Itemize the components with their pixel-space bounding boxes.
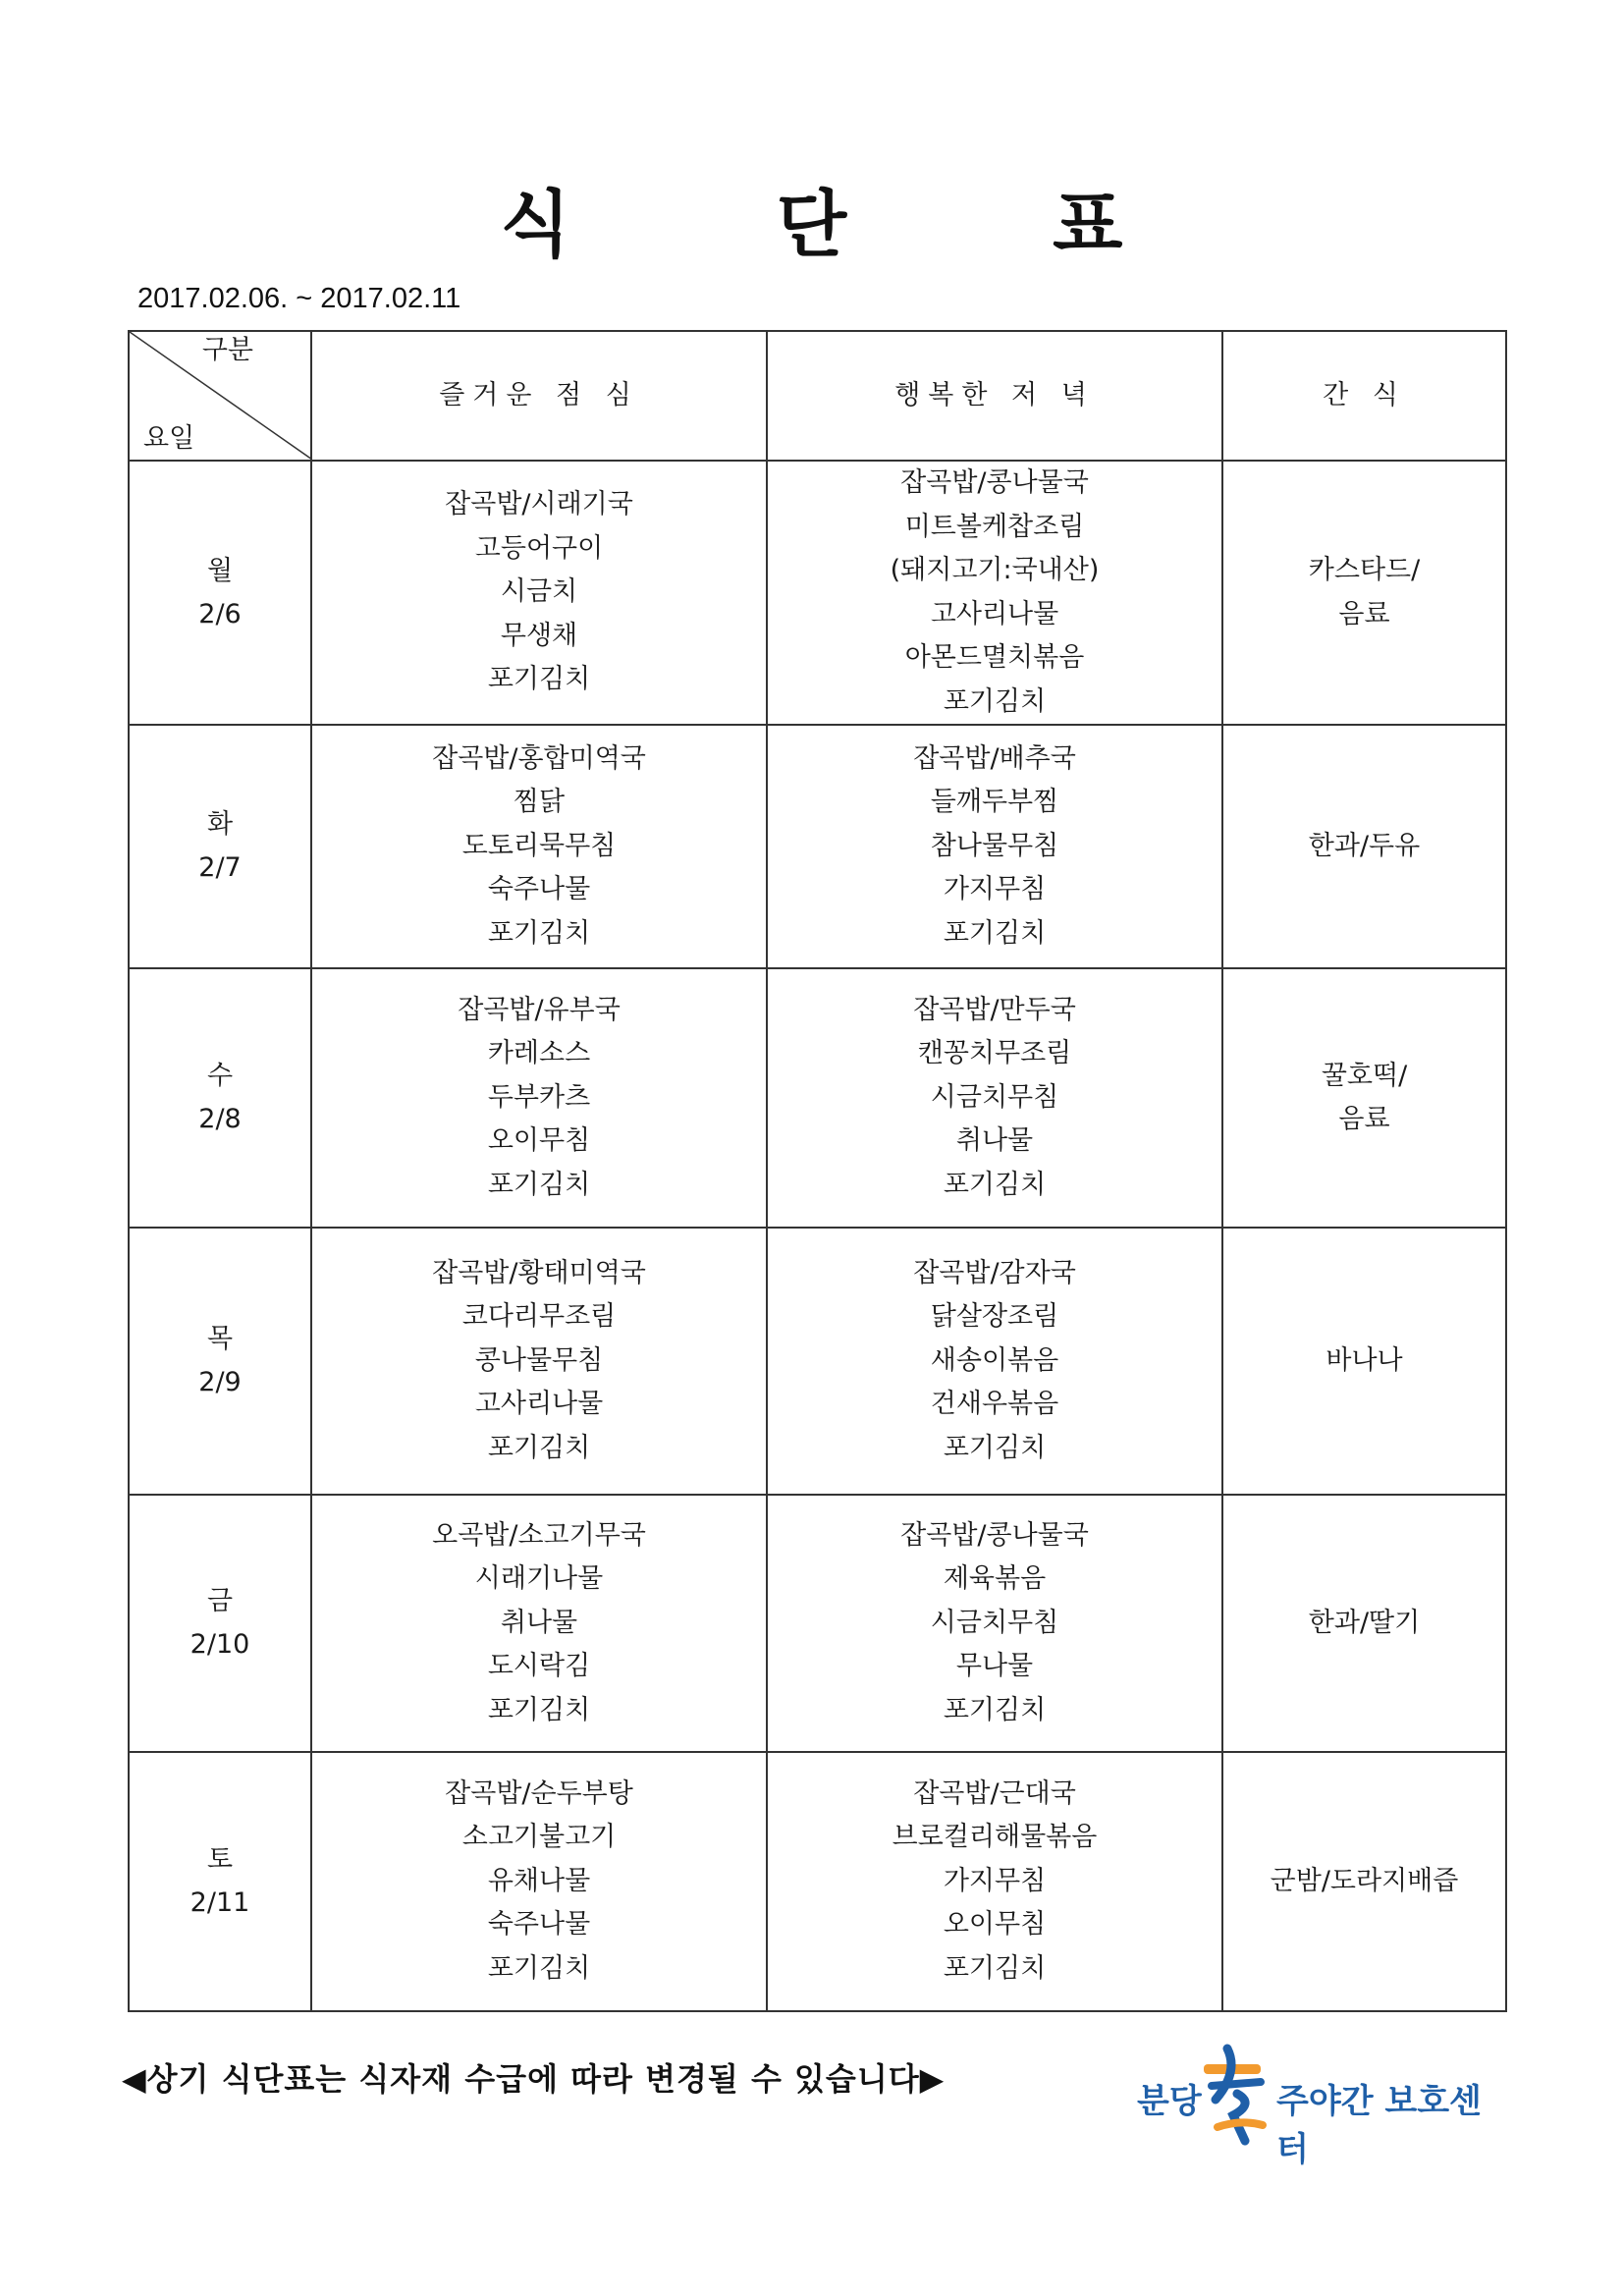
lunch-item: 고사리나물 <box>474 1389 604 1420</box>
dinner-item: 오이무침 <box>943 1909 1047 1941</box>
snack-item: 한과/두유 <box>1308 830 1421 861</box>
lunch-item: 무생채 <box>500 620 578 651</box>
dinner-item: 시금치무침 <box>930 1607 1059 1638</box>
dinner-cell <box>767 1752 1222 2011</box>
day-cell <box>129 1752 311 2011</box>
day-name: 목 <box>206 1324 234 1354</box>
snack-item: 꿀호떡/ <box>1321 1060 1408 1091</box>
lunch-item: 포기김치 <box>487 1694 591 1725</box>
day-date: 2/9 <box>198 1367 242 1397</box>
page-title: 식 단 표 <box>500 183 1214 267</box>
dinner-cell <box>767 1228 1222 1495</box>
snack-item: 음료 <box>1338 1104 1390 1134</box>
dinner-item: 들깨두부찜 <box>930 787 1059 818</box>
logo-left-text: 분당 <box>1137 2082 1202 2121</box>
dinner-item: 포기김치 <box>943 917 1047 949</box>
dinner-cell <box>767 968 1222 1228</box>
date-range: 2017.02.06. ~ 2017.02.11 <box>137 283 461 314</box>
day-date: 2/8 <box>198 1104 242 1134</box>
snack-cell <box>1222 968 1506 1228</box>
table-row <box>129 1495 1506 1752</box>
dinner-item: 잡곡밥/근대국 <box>913 1777 1076 1809</box>
logo-right-text: 주야간 보호센터 <box>1276 2082 1482 2169</box>
dinner-item: (돼지고기:국내산) <box>890 555 1100 585</box>
lunch-item: 포기김치 <box>487 917 591 949</box>
day-name: 수 <box>206 1061 234 1091</box>
table-row <box>129 461 1506 725</box>
lunch-item: 콩나물무침 <box>474 1344 604 1376</box>
lunch-item: 고등어구이 <box>474 532 604 564</box>
lunch-item: 숙주나물 <box>487 874 591 905</box>
snack-item: 카스타드/ <box>1308 555 1421 585</box>
dinner-item: 고사리나물 <box>930 598 1059 629</box>
lunch-item: 잡곡밥/유부국 <box>458 994 621 1025</box>
dinner-item: 건새우볶음 <box>930 1389 1059 1420</box>
lunch-item: 잡곡밥/홍합미역국 <box>432 742 646 774</box>
lunch-header: 즐거운 점 심 <box>311 331 767 461</box>
lunch-item: 소고기불고기 <box>461 1822 617 1853</box>
dinner-item: 가지무침 <box>943 874 1047 905</box>
lunch-item: 취나물 <box>500 1607 578 1638</box>
dinner-item: 시금치무침 <box>930 1081 1059 1113</box>
day-name: 금 <box>206 1586 234 1616</box>
lunch-item: 코다리무조림 <box>461 1301 617 1333</box>
hyo-emblem-icon <box>1198 2043 1276 2151</box>
center-logo <box>1129 2043 1512 2169</box>
dinner-item: 잡곡밥/감자국 <box>913 1257 1076 1288</box>
lunch-item: 오이무침 <box>487 1125 591 1157</box>
day-cell <box>129 968 311 1228</box>
lunch-item: 시래기나물 <box>474 1563 604 1595</box>
lunch-item: 유채나물 <box>487 1865 591 1896</box>
lunch-cell <box>311 1752 767 2011</box>
snack-cell <box>1222 1752 1506 2011</box>
lunch-item: 도시락김 <box>487 1651 591 1682</box>
dinner-item: 제육볶음 <box>943 1563 1047 1595</box>
dinner-item: 포기김치 <box>943 1432 1047 1463</box>
notice-text: ◀상기 식단표는 식자재 수급에 따라 변경될 수 있습니다▶ <box>122 2060 946 2098</box>
dinner-header: 행복한 저 녁 <box>767 331 1222 461</box>
snack-header: 간 식 <box>1222 331 1506 461</box>
lunch-item: 포기김치 <box>487 664 591 695</box>
lunch-item: 오곡밥/소고기무국 <box>432 1519 646 1551</box>
lunch-cell <box>311 725 767 968</box>
day-name: 월 <box>206 555 234 586</box>
corner-header-cell <box>129 331 311 461</box>
snack-item: 군밤/도라지배즙 <box>1270 1865 1459 1896</box>
menu-body <box>129 461 1506 2011</box>
dinner-item: 미트볼케찹조림 <box>904 511 1085 542</box>
lunch-item: 포기김치 <box>487 1169 591 1200</box>
snack-item: 바나나 <box>1325 1344 1403 1376</box>
table-row <box>129 725 1506 968</box>
table-row <box>129 968 1506 1228</box>
lunch-item: 잡곡밥/황태미역국 <box>432 1257 646 1288</box>
snack-cell <box>1222 1495 1506 1752</box>
dinner-item: 가지무침 <box>943 1865 1047 1896</box>
dinner-item: 포기김치 <box>943 1694 1047 1725</box>
lunch-cell <box>311 461 767 725</box>
dinner-item: 아몬드멸치볶음 <box>904 642 1085 673</box>
day-date: 2/11 <box>189 1887 250 1918</box>
dinner-item: 취나물 <box>955 1125 1034 1157</box>
dinner-cell <box>767 725 1222 968</box>
dinner-item: 잡곡밥/만두국 <box>913 994 1076 1025</box>
table-row <box>129 1228 1506 1495</box>
snack-item: 한과/딸기 <box>1308 1607 1421 1638</box>
snack-cell <box>1222 1228 1506 1495</box>
lunch-item: 시금치 <box>500 576 578 608</box>
dinner-item: 캔꽁치무조림 <box>917 1038 1072 1069</box>
day-cell <box>129 1495 311 1752</box>
lunch-item: 잡곡밥/시래기국 <box>445 489 633 520</box>
dinner-item: 잡곡밥/콩나물국 <box>900 467 1089 498</box>
dinner-cell <box>767 1495 1222 1752</box>
day-date: 2/6 <box>198 598 242 629</box>
dinner-cell <box>767 461 1222 725</box>
lunch-item: 두부카츠 <box>487 1081 591 1113</box>
lunch-item: 숙주나물 <box>487 1909 591 1941</box>
day-name: 토 <box>206 1844 234 1875</box>
day-cell <box>129 1228 311 1495</box>
lunch-cell <box>311 968 767 1228</box>
day-name: 화 <box>206 809 234 840</box>
lunch-cell <box>311 1495 767 1752</box>
dinner-item: 잡곡밥/배추국 <box>913 742 1076 774</box>
lunch-item: 도토리묵무침 <box>461 830 617 861</box>
day-cell <box>129 461 311 725</box>
lunch-cell <box>311 1228 767 1495</box>
table-row <box>129 1752 1506 2011</box>
corner-bottom-label: 요일 <box>143 423 195 454</box>
day-date: 2/10 <box>189 1629 250 1660</box>
day-cell <box>129 725 311 968</box>
lunch-item: 찜닭 <box>513 787 566 818</box>
day-date: 2/7 <box>198 852 242 883</box>
lunch-item: 카레소스 <box>487 1038 591 1069</box>
dinner-item: 닭살장조림 <box>930 1301 1059 1333</box>
dinner-item: 포기김치 <box>943 1952 1047 1984</box>
dinner-item: 무나물 <box>955 1651 1034 1682</box>
dinner-item: 포기김치 <box>943 1169 1047 1200</box>
snack-cell <box>1222 725 1506 968</box>
header-row <box>129 331 1506 461</box>
lunch-item: 포기김치 <box>487 1432 591 1463</box>
dinner-item: 잡곡밥/콩나물국 <box>900 1519 1089 1551</box>
lunch-item: 포기김치 <box>487 1952 591 1984</box>
dinner-item: 브로컬리해물볶음 <box>892 1822 1098 1853</box>
snack-item: 음료 <box>1338 598 1390 629</box>
corner-top-label: 구분 <box>201 335 253 365</box>
dinner-item: 참나물무침 <box>930 830 1059 861</box>
snack-cell <box>1222 461 1506 725</box>
menu-table <box>128 330 1507 2012</box>
dinner-item: 포기김치 <box>943 685 1047 717</box>
lunch-item: 잡곡밥/순두부탕 <box>445 1777 633 1809</box>
dinner-item: 새송이볶음 <box>930 1344 1059 1376</box>
